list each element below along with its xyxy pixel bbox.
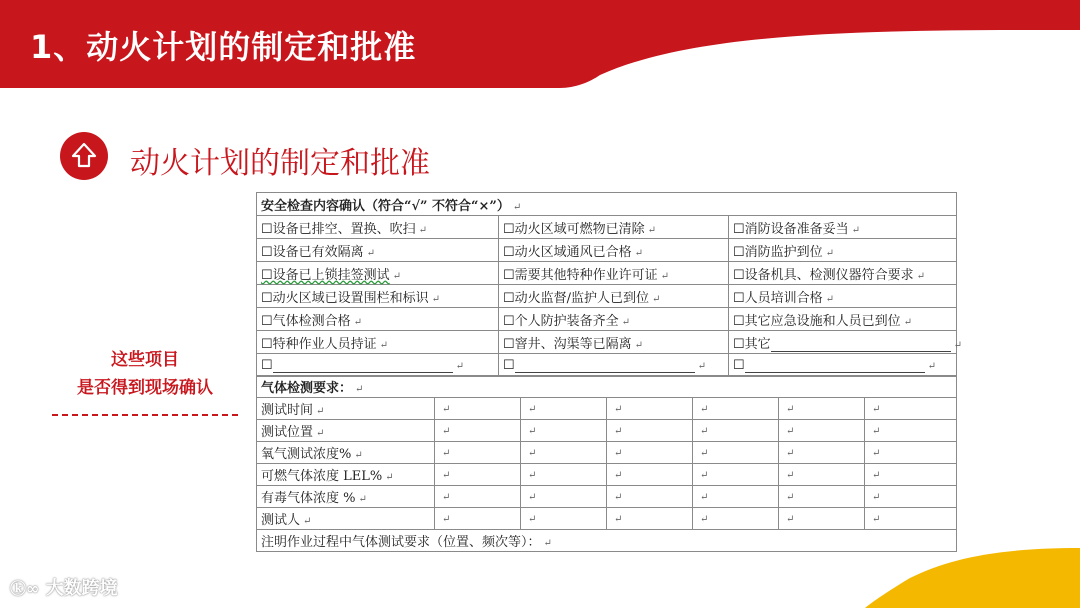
table-row xyxy=(257,508,957,530)
row-label: 有毒气体浓度 % ↵ xyxy=(257,486,435,508)
section-subtitle: 动火计划的制定和批准 xyxy=(130,146,430,181)
empty-cell: ↵ xyxy=(607,398,693,420)
row-label: 氧气测试浓度% ↵ xyxy=(257,442,435,464)
side-note-line-2: 是否得到现场确认 xyxy=(77,378,213,398)
table-cell: ☐其它 ↵ xyxy=(729,331,957,354)
slide-title: 1、动火计划的制定和批准 xyxy=(30,28,417,66)
empty-cell: ↵ xyxy=(521,420,607,442)
empty-cell: ↵ xyxy=(607,486,693,508)
empty-cell: ↵ xyxy=(865,420,957,442)
row-label: 测试人 ↵ xyxy=(257,508,435,530)
table-row xyxy=(257,420,957,442)
empty-cell: ↵ xyxy=(607,442,693,464)
empty-cell: ↵ xyxy=(693,398,779,420)
safety-check-header: 安全检查内容确认（符合“√” 不符合“×”） ↵ xyxy=(257,193,957,216)
empty-cell: ↵ xyxy=(607,420,693,442)
empty-cell: ↵ xyxy=(607,508,693,530)
empty-cell: ↵ xyxy=(435,508,521,530)
gas-test-header: 气体检测要求： ↵ xyxy=(257,376,957,398)
table-cell: ☐ ↵ xyxy=(499,354,729,377)
row-label: 可燃气体浓度 LEL% ↵ xyxy=(257,464,435,486)
empty-cell: ↵ xyxy=(865,508,957,530)
table-row xyxy=(257,464,957,486)
blank-line xyxy=(515,360,695,373)
table-cell: ☐设备已上锁挂签测试 ↵ xyxy=(257,262,499,285)
empty-cell: ↵ xyxy=(521,464,607,486)
table-cell: ☐ ↵ xyxy=(257,354,499,377)
watermark-text: 大数跨境 xyxy=(45,578,118,599)
table-header-row xyxy=(257,193,957,216)
table-cell: ☐动火监督/监护人已到位 ↵ xyxy=(499,285,729,308)
table-cell: ☐个人防护装备齐全 ↵ xyxy=(499,308,729,331)
empty-cell: ↵ xyxy=(865,464,957,486)
empty-cell: ↵ xyxy=(865,486,957,508)
table-row xyxy=(257,486,957,508)
empty-cell: ↵ xyxy=(521,486,607,508)
empty-cell: ↵ xyxy=(779,508,865,530)
row-label: 测试位置 ↵ xyxy=(257,420,435,442)
table-row xyxy=(257,216,957,239)
empty-cell: ↵ xyxy=(435,486,521,508)
empty-cell: ↵ xyxy=(693,420,779,442)
table-cell: ☐ ↵ xyxy=(729,354,957,377)
table-cell: ☐窨井、沟渠等已隔离 ↵ xyxy=(499,331,729,354)
table-cell: ☐其它应急设施和人员已到位 ↵ xyxy=(729,308,957,331)
table-cell: ☐设备机具、检测仪器符合要求 ↵ xyxy=(729,262,957,285)
table-row xyxy=(257,308,957,331)
empty-cell: ↵ xyxy=(521,508,607,530)
empty-cell: ↵ xyxy=(693,508,779,530)
gas-test-footer: 注明作业过程中气体测试要求（位置、频次等）： ↵ xyxy=(257,530,957,552)
table-cell: ☐需要其他特种作业许可证 ↵ xyxy=(499,262,729,285)
empty-cell: ↵ xyxy=(521,442,607,464)
empty-cell: ↵ xyxy=(865,398,957,420)
table-cell: ☐设备已有效隔离 ↵ xyxy=(257,239,499,262)
table-row xyxy=(257,285,957,308)
empty-cell: ↵ xyxy=(779,486,865,508)
empty-cell: ↵ xyxy=(521,398,607,420)
table-row xyxy=(257,442,957,464)
table-cell: ☐特种作业人员持证 ↵ xyxy=(257,331,499,354)
empty-cell: ↵ xyxy=(435,442,521,464)
empty-cell: ↵ xyxy=(865,442,957,464)
empty-cell: ↵ xyxy=(779,420,865,442)
table-cell: ☐动火区域通风已合格 ↵ xyxy=(499,239,729,262)
empty-cell: ↵ xyxy=(607,464,693,486)
watermark-logo xyxy=(10,574,118,600)
watermark-mark-icon: ⓚ∞ xyxy=(10,579,40,598)
up-arrow-icon xyxy=(60,132,108,180)
table-row xyxy=(257,354,957,377)
table-row xyxy=(257,331,957,354)
blank-line xyxy=(273,360,453,373)
table-row xyxy=(257,398,957,420)
blank-line xyxy=(745,360,925,373)
empty-cell: ↵ xyxy=(779,464,865,486)
blank-line xyxy=(771,339,951,352)
empty-cell: ↵ xyxy=(779,442,865,464)
safety-check-table xyxy=(256,192,963,377)
table-cell: ☐消防设备准备妥当 ↵ xyxy=(729,216,957,239)
side-note-line-1: 这些项目 xyxy=(111,350,179,370)
empty-cell: ↵ xyxy=(779,398,865,420)
table-cell: ☐设备已排空、置换、吹扫 ↵ xyxy=(257,216,499,239)
table-row xyxy=(257,262,957,285)
corner-decoration xyxy=(850,548,1080,608)
table-cell: ☐气体检测合格 ↵ xyxy=(257,308,499,331)
row-label: 测试时间 ↵ xyxy=(257,398,435,420)
empty-cell: ↵ xyxy=(693,464,779,486)
empty-cell: ↵ xyxy=(435,464,521,486)
dashed-divider xyxy=(52,414,238,416)
table-row xyxy=(257,239,957,262)
empty-cell: ↵ xyxy=(435,420,521,442)
gas-test-table xyxy=(256,375,957,552)
table-cell: ☐人员培训合格 ↵ xyxy=(729,285,957,308)
table-header-row xyxy=(257,376,957,398)
table-cell: ☐消防监护到位 ↵ xyxy=(729,239,957,262)
table-cell: ☐动火区域已设置围栏和标识 ↵ xyxy=(257,285,499,308)
empty-cell: ↵ xyxy=(693,486,779,508)
empty-cell: ↵ xyxy=(693,442,779,464)
table-cell: ☐动火区域可燃物已清除 ↵ xyxy=(499,216,729,239)
side-note xyxy=(50,346,240,402)
empty-cell: ↵ xyxy=(435,398,521,420)
